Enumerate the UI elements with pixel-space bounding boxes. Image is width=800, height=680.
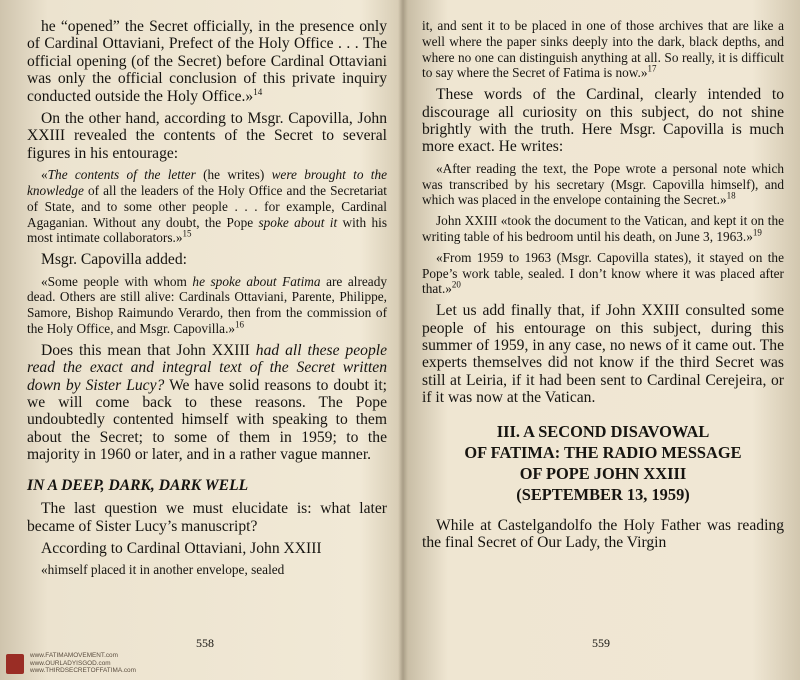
left-paragraph-6: According to Cardinal Ottaviani, John XXIII — [41, 540, 322, 558]
right-paragraph-3: While at Castelgandolfo the Holy Father was reading the final Secret of Our Lady, the Virgin — [422, 516, 784, 552]
footnote-ref: 18 — [726, 190, 736, 201]
footnote-ref: 15 — [182, 229, 192, 240]
left-paragraph-2: On the other hand, according to Msgr. Capovilla, John XXIII revealed the contents of the Secret to several figures in his entourage: — [27, 110, 387, 162]
left-paragraph-4: Does this mean that John XXIII had all these people read the exact and integral text of the Secret written down by Sister Lucy? We have solid reasons to doubt it; we will come back to these reasons. The Pope undoubtedly contented himself with speaking to them about the Secret; to some of them in 1959; to the majority in 1960 or later, and in a rather vague manner. — [27, 341, 388, 464]
left-quote-3: «himself placed it in another envelope, sealed — [41, 562, 285, 578]
right-quote-2: «After reading the text, the Pope wrote a personal note which was transcribed by his secretary (Msgr. Capovilla himself), and which was placed in the envelope containing the Secret.»$^{18}$ — [422, 160, 784, 208]
right-quote-1: it, and sent it to be placed in one of those archives that are like a well where the paper sinks deeply into the dark, black depths, and where no one can distinguish anything at all. So really, it is difficult to say where the Secret of Fatima is now.»$^{17}$ — [422, 18, 784, 81]
left-page — [27, 18, 387, 583]
footnote-ref: 17 — [647, 63, 657, 74]
left-paragraph-5: The last question we must elucidate is: what later became of Sister Lucy’s manuscript? — [27, 500, 387, 535]
right-quote-3: John XXIII «took the document to the Vatican, and kept it on the writing table of his bedroom until his death, on June 3, 1963.»$^{19}$ — [422, 213, 784, 244]
footnote-ref: 19 — [752, 227, 762, 238]
watermark-footer — [6, 652, 136, 675]
footer-url: www.OURLADYISGOD.com — [30, 659, 111, 667]
right-paragraph-2: Let us add finally that, if John XXIII consulted some people of his entourage on this subject, during this summer of 1959, in any case, no news of it came out. The experts themselves did not know if the third Secret was still at Leiria, if it had been sent to Cardinal Cerejeira, or if it was now at the Vatican. — [422, 302, 784, 407]
left-quote-1: «The contents of the letter (he writes) were brought to the knowledge of all the leaders of the Holy Office and the Secretariat of State, and to some other people . . . for example, Cardinal Agaganian. Without any doubt, the Pope spoke about it with his most intimate collaborators.»$^{15}$ — [27, 167, 388, 246]
section-heading-line: III. A SECOND DISAVOWAL — [496, 421, 710, 441]
footnote-ref: 20 — [451, 279, 461, 290]
right-section-heading — [422, 421, 784, 505]
right-paragraph-1: These words of the Cardinal, clearly intended to discourage all curiosity on this subject, do not shine brightly with the truth. Here Msgr. Capovilla is much more exact. He writes: — [422, 86, 784, 156]
left-quote-2: «Some people with whom he spoke about Fatima are already dead. Others are still alive: Cardinals Ottaviani, Parente, Philippe, Samore, Bishop Raimundo Verardo, then from the commission of the Holy Office, and Msgr. Capovilla.»$^{16}$ — [27, 273, 387, 337]
logo-icon — [6, 654, 24, 674]
left-section-heading: IN A DEEP, DARK, DARK WELL — [27, 476, 249, 494]
right-page-number: 559 — [592, 636, 610, 650]
footnote-ref: 14 — [253, 86, 263, 97]
section-heading-line: (SEPTEMBER 13, 1959) — [516, 484, 690, 504]
book-gutter — [398, 0, 408, 680]
section-heading-line: OF FATIMA: THE RADIO MESSAGE — [464, 442, 742, 462]
left-page-number: 558 — [196, 636, 214, 650]
footer-url: www.FATIMAMOVEMENT.com — [30, 652, 118, 659]
left-paragraph-1: he “opened” the Secret officially, in the presence only of Cardinal Ottaviani, Prefect of the Holy Office . . . The official opening (of the Secret) before Cardinal Ottaviani was only the official conclusion of this private inquiry conducted outside the Holy Office.»$^{14}$ — [27, 18, 387, 105]
right-quote-4: «From 1959 to 1963 (Msgr. Capovilla states), it stayed on the Pope’s work table, sealed. I don’t know where it was placed after that.»$^{20}$ — [422, 249, 784, 297]
left-paragraph-3: Msgr. Capovilla added: — [41, 251, 187, 269]
right-page — [422, 18, 784, 556]
section-heading-line: OF POPE JOHN XXIII — [519, 463, 687, 483]
footer-url: www.THIRDSECRETOFFATIMA.com — [30, 667, 136, 675]
footnote-ref: 16 — [235, 319, 245, 330]
